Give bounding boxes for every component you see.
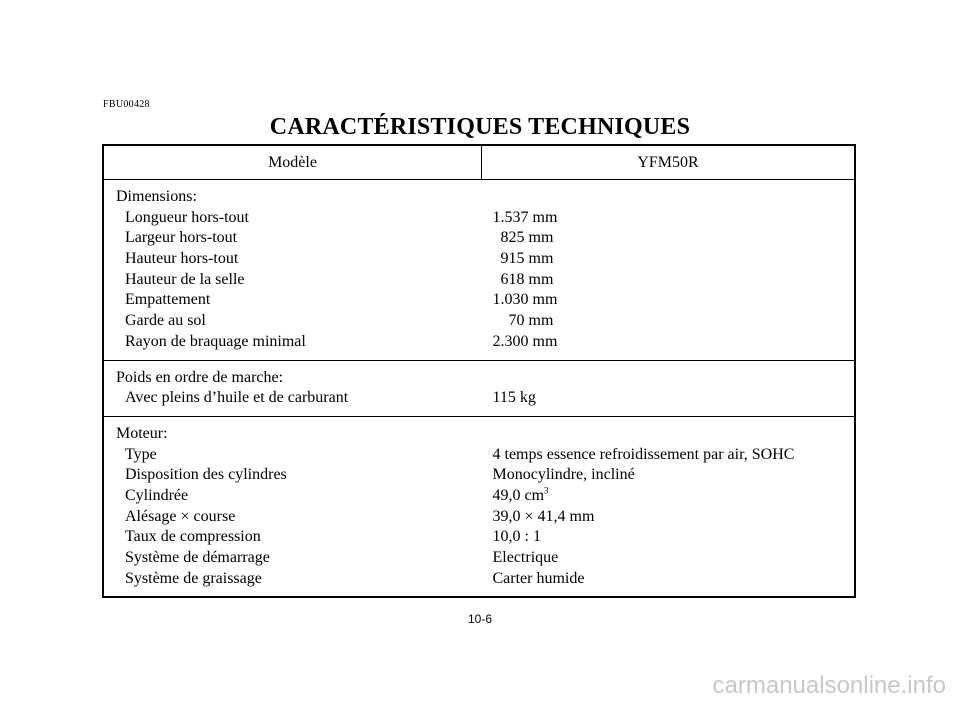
- spec-label: Système de démarrage: [125, 549, 270, 566]
- spec-label: Hauteur de la selle: [125, 270, 245, 288]
- spec-table-header: [103, 145, 855, 180]
- section-heading: Moteur:: [116, 424, 168, 442]
- page-number: 10-6: [467, 612, 493, 626]
- spec-value: Carter humide: [492, 569, 585, 587]
- page-title: CARACTÉRISTIQUES TECHNIQUES: [269, 114, 691, 140]
- spec-label: Hauteur hors-tout: [125, 250, 239, 268]
- spec-value: 115 kg: [492, 389, 536, 407]
- displacement-value: 49,0 cm: [492, 486, 545, 504]
- spec-label: Rayon de braquage minimal: [125, 332, 306, 350]
- poids-labels: [104, 361, 482, 416]
- spec-value: 618 mm: [492, 270, 554, 288]
- section-heading: Poids en ordre de marche:: [116, 368, 284, 386]
- spec-label: Type: [125, 445, 157, 463]
- spec-value: 39,0 × 41,4 mm: [492, 507, 595, 525]
- spec-label: Système de graissage: [125, 569, 262, 587]
- spec-value: 915 mm: [492, 250, 554, 268]
- spec-label: Cylindrée: [125, 486, 189, 504]
- spec-label: Garde au sol: [125, 312, 206, 330]
- header-model-label: Modèle: [103, 145, 482, 180]
- spec-value: Electrique: [492, 549, 559, 566]
- spec-table: [102, 144, 856, 598]
- document-code: FBU00428: [103, 99, 150, 110]
- spec-value: 2.300 mm: [492, 332, 558, 350]
- spec-value: 70 mm: [492, 312, 554, 330]
- spec-value: Monocylindre, incliné: [492, 466, 635, 484]
- superscript-exponent: 3: [544, 485, 549, 496]
- section-heading: Dimensions:: [116, 188, 197, 205]
- moteur-values: [482, 417, 855, 597]
- spec-label: Avec pleins d’huile et de carburant: [125, 389, 349, 407]
- spec-label: Largeur hors-tout: [125, 229, 238, 247]
- dimensions-labels: [104, 180, 482, 360]
- spec-label: Taux de compression: [125, 528, 261, 546]
- spec-value-displacement: [493, 486, 855, 507]
- spec-label: Disposition des cylindres: [125, 466, 287, 484]
- poids-values: [482, 361, 855, 416]
- section-dimensions: [103, 180, 855, 361]
- spec-value: 1.537 mm: [492, 208, 558, 226]
- spec-value: 10,0 : 1: [492, 528, 541, 546]
- section-poids: [103, 360, 855, 416]
- spec-value: 4 temps essence refroidissement par air, SOHC: [492, 445, 795, 463]
- dimensions-values: [482, 180, 855, 360]
- spec-value: 1.030 mm: [492, 291, 558, 309]
- section-moteur: [103, 416, 855, 597]
- spec-value: 825 mm: [492, 229, 554, 247]
- spec-label: Longueur hors-tout: [125, 208, 249, 226]
- moteur-labels: [104, 417, 482, 597]
- watermark: carmanualsonline.info: [712, 672, 946, 699]
- spec-label: Empattement: [125, 291, 211, 309]
- spec-label: Alésage × course: [125, 507, 236, 525]
- header-model-value: YFM50R: [482, 145, 856, 180]
